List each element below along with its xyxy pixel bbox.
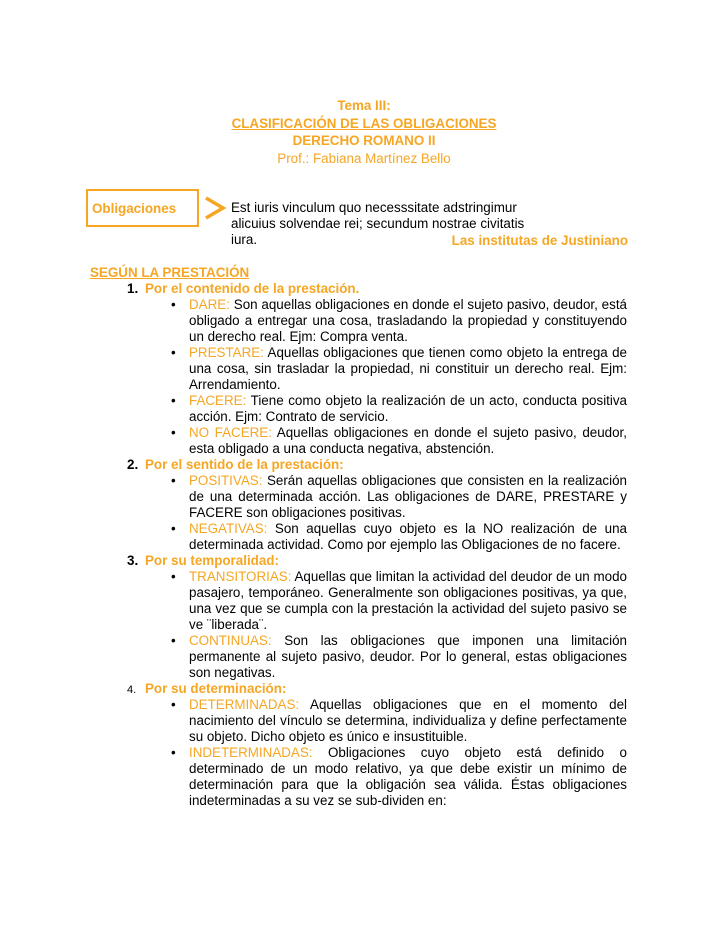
subsection-heading	[0, 553, 728, 569]
subsection-title: Por su temporalidad:	[145, 553, 279, 568]
chevron-right-icon	[203, 195, 227, 221]
source-citation: Las institutas de Justiniano	[451, 233, 628, 248]
subsection-title: Por el contenido de la prestación.	[145, 281, 360, 296]
item-label: INDETERMINADAS:	[189, 745, 313, 760]
item-text: Tiene como objeto la realización de un acto, conducta positiva acción. Ejm: Contrato de servicio.	[189, 393, 628, 424]
list-item	[0, 473, 627, 521]
item-label: DARE:	[189, 297, 230, 312]
item-text: Aquellas obligaciones en donde el sujeto pasivo, deudor, esta obligado a una conducta negativa, abstención.	[189, 425, 627, 456]
item-text: Aquellas que limitan la actividad del deudor de un modo pasajero, temporáneo. Generalmente son obligaciones positivas, ya que, una vez que se cumpla con la prestación la actividad del sujeto pasivo se ve ¨liberada¨.	[189, 569, 627, 632]
topic-label: Tema III:	[337, 98, 391, 113]
list-item	[0, 521, 627, 553]
item-label: NEGATIVAS:	[189, 521, 268, 536]
item-label: DETERMINADAS:	[189, 697, 300, 712]
bullet-icon: •	[171, 473, 176, 488]
subsection-heading	[0, 681, 728, 697]
item-text: Aquellas obligaciones que tienen como objeto la entrega de una cosa, sin trasladar la propiedad, ni constituir un derecho real. Ejm: Arrendamiento.	[189, 345, 627, 392]
bullet-icon: •	[171, 297, 176, 312]
document-header	[0, 97, 728, 167]
bullet-icon: •	[171, 633, 176, 648]
subsection-title: Por su determinación:	[145, 681, 287, 696]
item-label: POSITIVAS:	[189, 473, 263, 488]
bullet-icon: •	[171, 697, 176, 712]
item-label: FACERE:	[189, 393, 247, 408]
bullet-icon: •	[171, 569, 176, 584]
item-text: Son aquellas cuyo objeto es la NO realización de una determinada actividad. Como por ejemplo las Obligaciones de no facere.	[189, 521, 627, 552]
item-text: Aquellas obligaciones que en el momento del nacimiento del vínculo se determina, individualiza y define perfectamente su objeto. Dicho objeto es único e insustituible.	[189, 697, 628, 744]
latin-definition: Est iuris vinculum quo necesssitate adstringimur alicuius solvendae rei; secundum nostrae civitatis iura.	[231, 200, 525, 247]
item-text: Son las obligaciones que imponen una limitación permanente al sujeto pasivo, deudor. Por lo general, estas obligaciones son negativas.	[189, 633, 627, 680]
bullet-icon: •	[171, 393, 176, 408]
list-item	[0, 297, 627, 345]
subsection-heading	[0, 281, 728, 297]
list-item	[0, 745, 627, 809]
item-label: PRESTARE:	[189, 345, 264, 360]
subsection-number: 4.	[127, 684, 137, 696]
item-text: Serán aquellas obligaciones que consisten en la realización de una determinada acción. Las obligaciones de DARE, PRESTARE y FACERE son obligaciones positivas.	[189, 473, 627, 520]
obligaciones-box	[86, 189, 199, 227]
list-item	[0, 345, 627, 393]
document-title: CLASIFICACIÓN DE LAS OBLIGACIONES	[231, 115, 497, 131]
item-label: CONTINUAS:	[189, 633, 272, 648]
bullet-icon: •	[171, 745, 176, 760]
subsection-number: 1.	[127, 281, 139, 296]
professor-name: Prof.: Fabiana Martínez Bello	[277, 150, 451, 166]
subsection-heading	[0, 457, 728, 473]
list-item	[0, 393, 627, 425]
bullet-icon: •	[171, 521, 176, 536]
item-text: Son aquellas obligaciones en donde el sujeto pasivo, deudor, está obligado a entregar una cosa, trasladando la propiedad y constituyendo un derecho real. Ejm: Compra venta.	[189, 297, 627, 344]
list-item	[0, 425, 627, 457]
course-name: DERECHO ROMANO II	[292, 133, 436, 148]
obligaciones-label: Obligaciones	[92, 200, 177, 216]
subsection-title: Por el sentido de la prestación:	[145, 457, 344, 472]
item-text: Obligaciones cuyo objeto está definido o determinado de un modo relativo, ya que debe existir un mínimo de determinación para que la obligación sea válida. Éstas obligaciones indeterminadas a su vez se sub-dividen en:	[189, 745, 627, 808]
list-item	[0, 633, 627, 681]
subsection-number: 3.	[127, 553, 139, 568]
bullet-icon: •	[171, 425, 176, 440]
section-title: SEGÚN LA PRESTACIÓN	[90, 265, 250, 280]
item-label: NO FACERE:	[189, 425, 272, 440]
classification-list	[0, 281, 728, 809]
list-item	[0, 697, 627, 745]
item-label: TRANSITORIAS:	[189, 569, 292, 584]
bullet-icon: •	[171, 345, 176, 360]
subsection-number: 2.	[127, 457, 139, 472]
list-item	[0, 569, 627, 633]
